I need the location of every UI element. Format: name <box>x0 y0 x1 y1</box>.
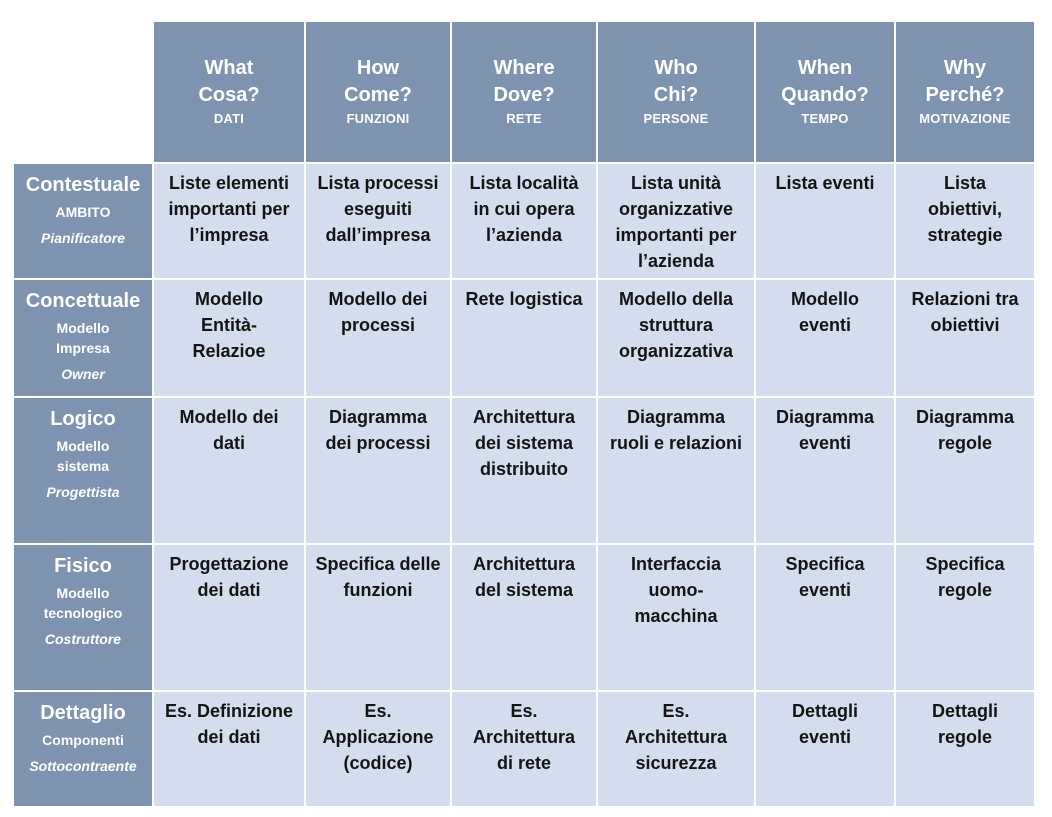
row-header-concettuale <box>14 280 152 396</box>
row-header-name: Concettuale <box>25 290 141 312</box>
column-header-it: Cosa? <box>198 84 260 106</box>
column-header-it: Chi? <box>653 84 699 106</box>
cell-text: Modello Entità- Relazioe <box>192 289 266 361</box>
column-header-en: What <box>204 57 254 79</box>
row-header-role: Costruttore <box>44 631 122 647</box>
table-cell <box>452 164 596 278</box>
column-header-why <box>896 22 1034 162</box>
column-header-en: When <box>797 57 853 79</box>
cell-text: Progettazione dei dati <box>169 554 289 600</box>
cell-text: Modello dei processi <box>328 289 428 335</box>
cell-text: Es. Architettura sicurezza <box>624 701 727 773</box>
row-header-dettaglio <box>14 692 152 806</box>
cell-text: Modello eventi <box>791 289 859 335</box>
cell-text: Lista obiettivi, strategie <box>927 173 1003 245</box>
table-cell <box>306 545 450 690</box>
cell-text: Dettagli eventi <box>791 701 858 747</box>
table-cell <box>896 545 1034 690</box>
cell-text: Modello dei dati <box>179 407 279 453</box>
table-cell <box>896 692 1034 806</box>
cell-text: Diagramma eventi <box>775 407 875 453</box>
cell-text: Es. Definizione dei dati <box>164 701 294 747</box>
cell-text: Rete logistica <box>465 289 583 309</box>
row-header-role: Owner <box>61 366 105 382</box>
table-cell <box>896 280 1034 396</box>
column-header-where <box>452 22 596 162</box>
table-cell <box>306 164 450 278</box>
cell-text: Lista eventi <box>775 173 875 193</box>
column-header-tag: DATI <box>213 111 245 126</box>
row-header-role: Progettista <box>46 484 120 500</box>
table-cell <box>598 280 754 396</box>
table-cell <box>306 692 450 806</box>
row-header-logico <box>14 398 152 543</box>
cell-text: Modello della struttura organizzativa <box>618 289 734 361</box>
column-header-what <box>154 22 304 162</box>
row-header-scope: Modello tecnologico <box>43 585 123 621</box>
cell-text: Lista località in cui opera l’azienda <box>469 173 579 245</box>
cell-text: Specifica eventi <box>785 554 865 600</box>
zachman-framework-table <box>14 22 1026 806</box>
row-header-scope: Modello Impresa <box>56 320 110 356</box>
column-header-en: Where <box>493 57 555 79</box>
row-header-fisico <box>14 545 152 690</box>
cell-text: Architettura del sistema <box>472 554 575 600</box>
table-cell <box>154 164 304 278</box>
table-cell <box>756 398 894 543</box>
column-header-tag: PERSONE <box>643 111 709 126</box>
table-cell <box>154 280 304 396</box>
table-cell <box>756 280 894 396</box>
cell-text: Relazioni tra obiettivi <box>911 289 1019 335</box>
row-header-scope: AMBITO <box>55 204 111 220</box>
cell-text: Diagramma dei processi <box>325 407 431 453</box>
table-cell <box>896 398 1034 543</box>
cell-text: Diagramma ruoli e relazioni <box>609 407 743 453</box>
table-cell <box>756 692 894 806</box>
table-cell <box>598 164 754 278</box>
column-header-when <box>756 22 894 162</box>
row-header-contestuale <box>14 164 152 278</box>
column-header-who <box>598 22 754 162</box>
column-header-tag: RETE <box>506 111 542 126</box>
column-header-tag: FUNZIONI <box>346 111 410 126</box>
table-cell <box>306 280 450 396</box>
table-cell <box>154 692 304 806</box>
table-cell <box>598 545 754 690</box>
column-header-en: Why <box>943 57 987 79</box>
cell-text: Diagramma regole <box>915 407 1015 453</box>
cell-text: Architettura dei sistema distribuito <box>472 407 575 479</box>
table-cell <box>452 545 596 690</box>
column-header-en: Who <box>654 57 698 79</box>
table-cell <box>598 398 754 543</box>
column-header-it: Perché? <box>925 84 1005 106</box>
cell-text: Lista unità organizzative importanti per l’azienda <box>615 173 737 271</box>
cell-text: Es. Architettura di rete <box>472 701 575 773</box>
cell-text: Es. Applicazione (codice) <box>322 701 434 773</box>
cell-text: Specifica regole <box>925 554 1005 600</box>
table-cell <box>452 280 596 396</box>
table-cell <box>154 398 304 543</box>
table-cell <box>896 164 1034 278</box>
table-cell <box>756 164 894 278</box>
table-cell <box>452 692 596 806</box>
row-header-name: Dettaglio <box>40 702 126 724</box>
cell-text: Dettagli regole <box>931 701 998 747</box>
row-header-name: Fisico <box>54 555 112 577</box>
table-cell <box>452 398 596 543</box>
table-corner <box>14 22 152 162</box>
row-header-role: Pianificatore <box>40 230 126 246</box>
cell-text: Lista processi eseguiti dall’impresa <box>317 173 439 245</box>
column-header-en: How <box>356 57 400 79</box>
table-cell <box>598 692 754 806</box>
column-header-it: Come? <box>344 84 412 106</box>
row-header-scope: Componenti <box>42 732 124 748</box>
column-header-how <box>306 22 450 162</box>
column-header-tag: TEMPO <box>801 111 849 126</box>
column-header-it: Dove? <box>493 84 555 106</box>
table-cell <box>154 545 304 690</box>
row-header-name: Contestuale <box>25 174 141 196</box>
cell-text: Interfaccia uomo- macchina <box>630 554 722 626</box>
column-header-it: Quando? <box>781 84 869 106</box>
column-header-tag: MOTIVAZIONE <box>919 111 1011 126</box>
row-header-role: Sottocontraente <box>29 758 137 774</box>
row-header-name: Logico <box>50 408 116 430</box>
cell-text: Liste elementi importanti per l’impresa <box>168 173 290 245</box>
cell-text: Specifica delle funzioni <box>315 554 441 600</box>
row-header-scope: Modello sistema <box>56 438 110 474</box>
table-cell <box>756 545 894 690</box>
table-cell <box>306 398 450 543</box>
